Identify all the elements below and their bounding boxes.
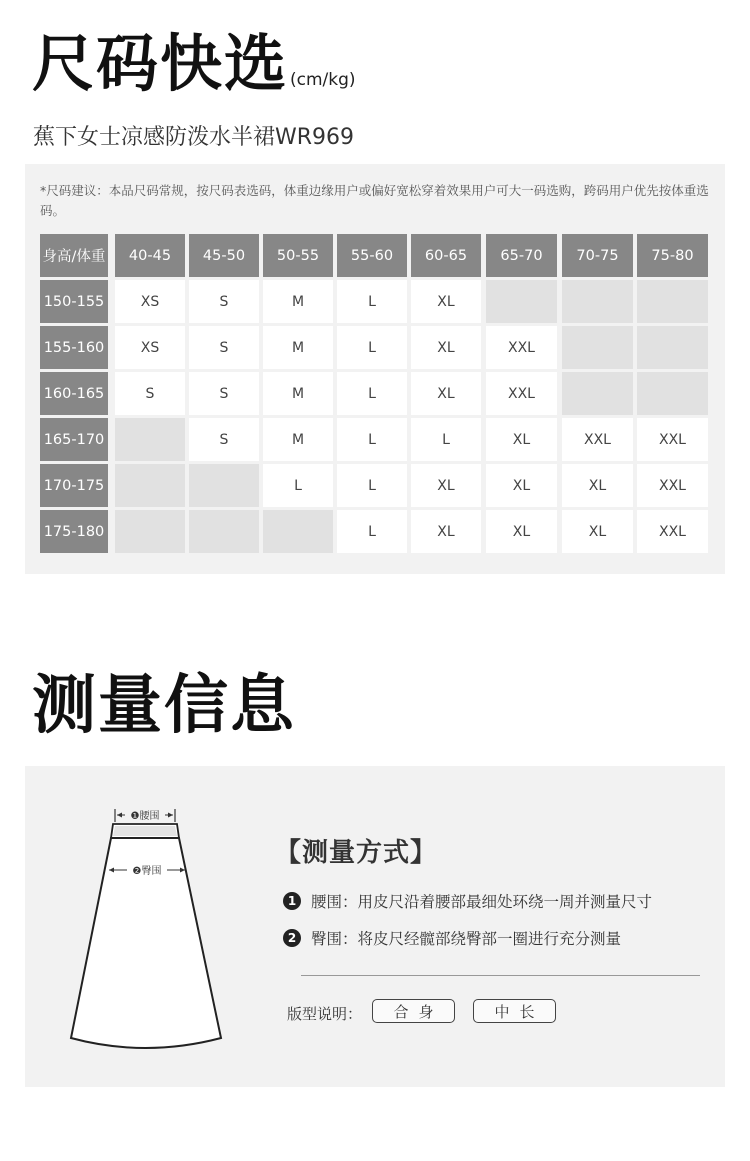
size-cell: XS (115, 280, 185, 323)
weight-header: 55-60 (337, 234, 407, 277)
skirt-diagram (65, 802, 235, 1052)
size-cell: XL (562, 510, 633, 553)
size-chart-panel (25, 164, 725, 574)
measure-item-waist (283, 890, 652, 912)
style-tag-length: 中长 (473, 999, 556, 1023)
size-cell: XL (411, 510, 481, 553)
size-cell: XXL (637, 418, 708, 461)
size-cell: XL (486, 464, 557, 507)
size-cell: M (263, 372, 333, 415)
height-header: 150-155 (40, 280, 108, 323)
size-cell: S (189, 326, 259, 369)
empty-cell (562, 280, 633, 323)
weight-header: 70-75 (562, 234, 633, 277)
size-cell: XL (486, 510, 557, 553)
size-cell: L (337, 464, 407, 507)
empty-cell (263, 510, 333, 553)
number-badge-1: 1 (283, 892, 301, 910)
size-cell: L (337, 418, 407, 461)
hip-dim-label: ❷臀围 (132, 866, 162, 877)
empty-cell (115, 418, 185, 461)
size-cell: L (411, 418, 481, 461)
corner-header: 身高/体重 (40, 234, 108, 277)
size-cell: XS (115, 326, 185, 369)
style-tag-fit: 合身 (372, 999, 455, 1023)
size-cell: S (189, 418, 259, 461)
empty-cell (637, 280, 708, 323)
empty-cell (562, 372, 633, 415)
unit-label: (cm/kg) (290, 70, 356, 90)
size-cell: L (263, 464, 333, 507)
weight-header: 65-70 (486, 234, 557, 277)
weight-header: 60-65 (411, 234, 481, 277)
size-cell: L (337, 372, 407, 415)
empty-cell (115, 510, 185, 553)
empty-cell (637, 326, 708, 369)
size-cell: S (115, 372, 185, 415)
height-header: 165-170 (40, 418, 108, 461)
empty-cell (562, 326, 633, 369)
size-cell: M (263, 280, 333, 323)
size-cell: XXL (562, 418, 633, 461)
number-badge-2: 2 (283, 929, 301, 947)
empty-cell (637, 372, 708, 415)
measure-section-title: 测量信息 (32, 669, 296, 743)
size-cell: S (189, 372, 259, 415)
size-cell: M (263, 326, 333, 369)
height-header: 175-180 (40, 510, 108, 553)
waist-dim-label: ❶腰围 (130, 811, 160, 822)
measure-item-hip (283, 927, 621, 949)
size-cell: L (337, 326, 407, 369)
size-cell: M (263, 418, 333, 461)
size-note: *尺码建议：本品尺码常规，按尺码表选码，体重边缘用户或偏好宽松穿着效果用户可大一码选购，跨码用户优先按体重选码。 (40, 183, 709, 218)
style-label: 版型说明： (287, 1005, 363, 1023)
empty-cell (486, 280, 557, 323)
empty-cell (189, 464, 259, 507)
empty-cell (189, 510, 259, 553)
height-header: 155-160 (40, 326, 108, 369)
weight-header: 40-45 (115, 234, 185, 277)
size-cell: XXL (637, 510, 708, 553)
size-cell: XL (411, 372, 481, 415)
height-header: 160-165 (40, 372, 108, 415)
size-cell: XL (411, 464, 481, 507)
product-name: 蕉下女士凉感防泼水半裙WR969 (33, 125, 355, 150)
weight-header: 45-50 (189, 234, 259, 277)
size-cell: L (337, 280, 407, 323)
weight-header: 50-55 (263, 234, 333, 277)
size-cell: XL (562, 464, 633, 507)
size-cell: XXL (486, 372, 557, 415)
size-cell: L (337, 510, 407, 553)
measure-panel (25, 766, 725, 1087)
measure-item-text: 臀围：将皮尺经髋部绕臀部一圈进行充分测量 (311, 930, 622, 948)
measure-item-text: 腰围：用皮尺沿着腰部最细处环绕一周并测量尺寸 (311, 893, 653, 911)
size-cell: S (189, 280, 259, 323)
size-cell: XL (411, 326, 481, 369)
size-cell: XXL (637, 464, 708, 507)
size-section-title: 尺码快选 (32, 27, 289, 100)
empty-cell (115, 464, 185, 507)
measure-method-title: 【测量方式】 (275, 838, 438, 868)
weight-header: 75-80 (637, 234, 708, 277)
size-cell: XXL (486, 326, 557, 369)
height-header: 170-175 (40, 464, 108, 507)
divider (301, 975, 700, 976)
size-cell: XL (411, 280, 481, 323)
size-cell: XL (486, 418, 557, 461)
